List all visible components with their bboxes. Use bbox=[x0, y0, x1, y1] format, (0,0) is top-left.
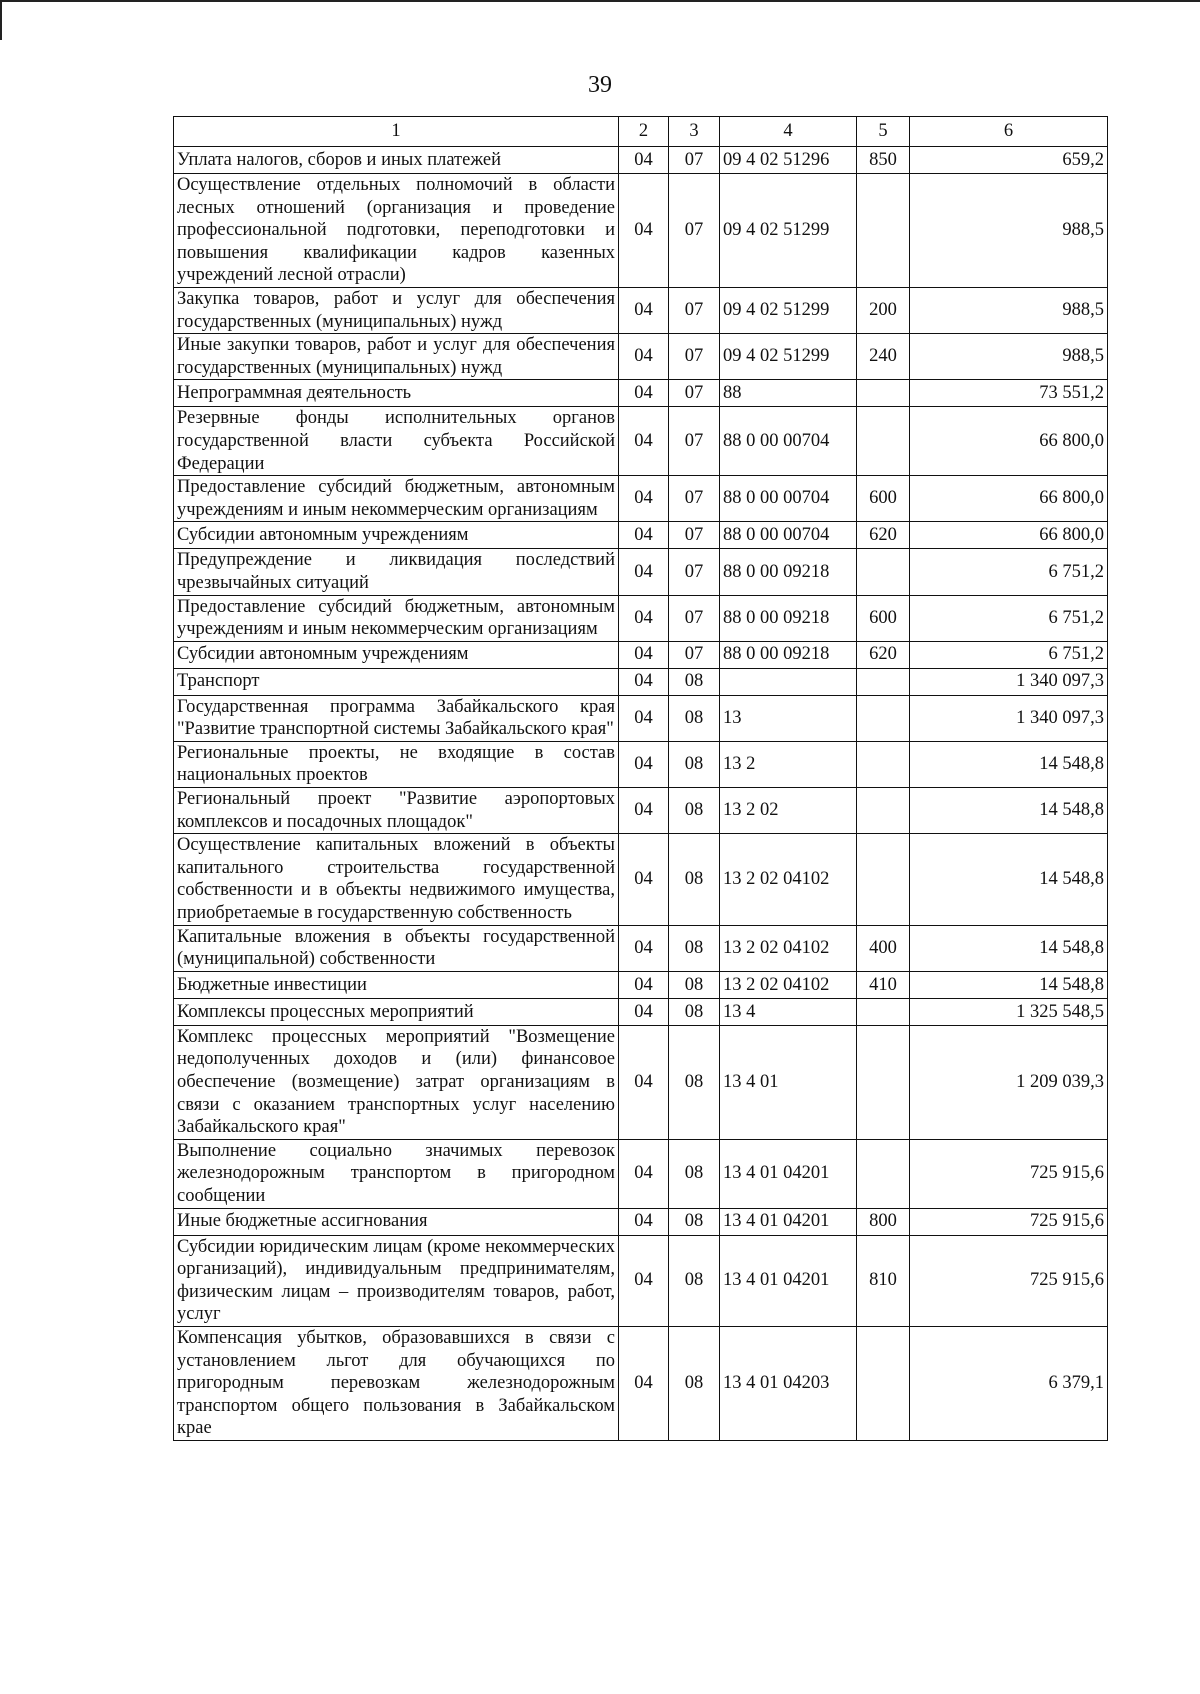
table-row bbox=[174, 998, 1108, 1025]
cell-col-5 bbox=[857, 1326, 910, 1440]
cell-col-6: 1 325 548,5 bbox=[910, 998, 1108, 1025]
cell-col-2: 04 bbox=[619, 1208, 669, 1235]
cell-col-2: 04 bbox=[619, 741, 669, 787]
cell-name: Субсидии автономным учреждениям bbox=[174, 641, 619, 668]
cell-col-3: 08 bbox=[669, 1208, 720, 1235]
cell-col-6: 725 915,6 bbox=[910, 1208, 1108, 1235]
cell-col-6: 725 915,6 bbox=[910, 1235, 1108, 1326]
cell-col-5: 620 bbox=[857, 522, 910, 549]
cell-name: Уплата налогов, сборов и иных платежей bbox=[174, 147, 619, 174]
cell-name: Бюджетные инвестиции bbox=[174, 971, 619, 998]
cell-col-4: 13 4 01 04203 bbox=[720, 1326, 857, 1440]
cell-col-5: 600 bbox=[857, 595, 910, 641]
cell-col-6: 14 548,8 bbox=[910, 834, 1108, 925]
cell-col-2: 04 bbox=[619, 1235, 669, 1326]
cell-col-2: 04 bbox=[619, 380, 669, 407]
cell-col-6: 725 915,6 bbox=[910, 1139, 1108, 1208]
cell-name: Предоставление субсидий бюджетным, автономным учреждениям и иным некоммерческим организациям bbox=[174, 476, 619, 522]
cell-col-2: 04 bbox=[619, 925, 669, 971]
cell-col-2: 04 bbox=[619, 1326, 669, 1440]
cell-col-2: 04 bbox=[619, 287, 669, 333]
cell-col-3: 07 bbox=[669, 476, 720, 522]
cell-col-5: 850 bbox=[857, 147, 910, 174]
table-row bbox=[174, 287, 1108, 333]
cell-name: Региональный проект "Развитие аэропортовых комплексов и посадочных площадок" bbox=[174, 788, 619, 834]
cell-col-5 bbox=[857, 834, 910, 925]
table-row bbox=[174, 407, 1108, 476]
cell-col-5: 410 bbox=[857, 971, 910, 998]
table-row bbox=[174, 1208, 1108, 1235]
header-col-4: 4 bbox=[720, 117, 857, 147]
header-col-1: 1 bbox=[174, 117, 619, 147]
cell-col-3: 07 bbox=[669, 287, 720, 333]
cell-col-3: 08 bbox=[669, 668, 720, 695]
cell-col-4: 88 0 00 00704 bbox=[720, 407, 857, 476]
cell-col-2: 04 bbox=[619, 174, 669, 288]
cell-name: Транспорт bbox=[174, 668, 619, 695]
cell-col-5 bbox=[857, 1139, 910, 1208]
cell-col-4: 13 4 bbox=[720, 998, 857, 1025]
table-row bbox=[174, 147, 1108, 174]
cell-col-4: 88 bbox=[720, 380, 857, 407]
cell-col-2: 04 bbox=[619, 998, 669, 1025]
cell-col-2: 04 bbox=[619, 595, 669, 641]
cell-col-3: 08 bbox=[669, 788, 720, 834]
cell-name: Комплексы процессных мероприятий bbox=[174, 998, 619, 1025]
cell-col-6: 66 800,0 bbox=[910, 522, 1108, 549]
cell-name: Закупка товаров, работ и услуг для обеспечения государственных (муниципальных) нужд bbox=[174, 287, 619, 333]
cell-col-2: 04 bbox=[619, 668, 669, 695]
cell-col-5 bbox=[857, 998, 910, 1025]
cell-col-6: 988,5 bbox=[910, 334, 1108, 380]
cell-col-5 bbox=[857, 741, 910, 787]
cell-col-4: 13 4 01 bbox=[720, 1025, 857, 1139]
cell-name: Комплекс процессных мероприятий "Возмещение недополученных доходов и (или) финансовое обеспечение (возмещение) затрат организациям в связи с оказанием транспортных услуг населению Забайкальского края" bbox=[174, 1025, 619, 1139]
table-row bbox=[174, 380, 1108, 407]
cell-col-4: 13 2 02 bbox=[720, 788, 857, 834]
table-row bbox=[174, 522, 1108, 549]
cell-col-2: 04 bbox=[619, 407, 669, 476]
cell-col-5: 600 bbox=[857, 476, 910, 522]
cell-col-4: 88 0 00 09218 bbox=[720, 641, 857, 668]
cell-col-3: 08 bbox=[669, 1025, 720, 1139]
cell-name: Региональные проекты, не входящие в состав национальных проектов bbox=[174, 741, 619, 787]
cell-col-6: 1 340 097,3 bbox=[910, 668, 1108, 695]
table-row bbox=[174, 174, 1108, 288]
cell-col-3: 08 bbox=[669, 695, 720, 741]
cell-col-2: 04 bbox=[619, 695, 669, 741]
cell-col-2: 04 bbox=[619, 1025, 669, 1139]
cell-col-4: 13 bbox=[720, 695, 857, 741]
table-row bbox=[174, 695, 1108, 741]
table-row bbox=[174, 925, 1108, 971]
cell-col-4: 88 0 00 00704 bbox=[720, 476, 857, 522]
cell-col-5 bbox=[857, 1025, 910, 1139]
table-row bbox=[174, 641, 1108, 668]
cell-col-6: 14 548,8 bbox=[910, 741, 1108, 787]
table-row bbox=[174, 1025, 1108, 1139]
cell-col-4: 88 0 00 09218 bbox=[720, 549, 857, 595]
cell-col-2: 04 bbox=[619, 788, 669, 834]
cell-col-3: 08 bbox=[669, 1235, 720, 1326]
cell-col-5: 810 bbox=[857, 1235, 910, 1326]
cell-col-3: 07 bbox=[669, 595, 720, 641]
cell-col-2: 04 bbox=[619, 1139, 669, 1208]
cell-col-2: 04 bbox=[619, 147, 669, 174]
cell-col-3: 07 bbox=[669, 174, 720, 288]
cell-name: Осуществление отдельных полномочий в области лесных отношений (организация и проведение профессиональной подготовки, переподготовки и повышения квалификации кадров казенных учреждений лесной отрасли) bbox=[174, 174, 619, 288]
cell-col-3: 07 bbox=[669, 641, 720, 668]
scan-left-edge bbox=[0, 0, 2, 40]
cell-col-3: 07 bbox=[669, 407, 720, 476]
cell-col-6: 988,5 bbox=[910, 287, 1108, 333]
cell-col-5: 400 bbox=[857, 925, 910, 971]
cell-col-4: 13 2 02 04102 bbox=[720, 925, 857, 971]
cell-name: Предоставление субсидий бюджетным, автономным учреждениям и иным некоммерческим организациям bbox=[174, 595, 619, 641]
cell-col-6: 73 551,2 bbox=[910, 380, 1108, 407]
cell-col-3: 07 bbox=[669, 147, 720, 174]
cell-col-5: 200 bbox=[857, 287, 910, 333]
cell-col-5 bbox=[857, 668, 910, 695]
cell-col-4: 13 2 02 04102 bbox=[720, 834, 857, 925]
cell-col-5: 240 bbox=[857, 334, 910, 380]
cell-col-2: 04 bbox=[619, 834, 669, 925]
cell-name: Непрограммная деятельность bbox=[174, 380, 619, 407]
table-row bbox=[174, 595, 1108, 641]
table-body bbox=[174, 147, 1108, 1441]
cell-col-2: 04 bbox=[619, 971, 669, 998]
cell-name: Государственная программа Забайкальского края "Развитие транспортной системы Забайкальского края" bbox=[174, 695, 619, 741]
cell-col-6: 6 751,2 bbox=[910, 595, 1108, 641]
cell-col-6: 14 548,8 bbox=[910, 925, 1108, 971]
table-row bbox=[174, 668, 1108, 695]
cell-name: Предупреждение и ликвидация последствий чрезвычайных ситуаций bbox=[174, 549, 619, 595]
header-col-2: 2 bbox=[619, 117, 669, 147]
cell-name: Иные закупки товаров, работ и услуг для обеспечения государственных (муниципальных) нужд bbox=[174, 334, 619, 380]
header-col-3: 3 bbox=[669, 117, 720, 147]
cell-col-4 bbox=[720, 668, 857, 695]
cell-col-6: 66 800,0 bbox=[910, 476, 1108, 522]
cell-name: Осуществление капитальных вложений в объекты капитального строительства государственной собственности и в объекты недвижимого имущества, приобретаемые в государственную собственность bbox=[174, 834, 619, 925]
cell-name: Иные бюджетные ассигнования bbox=[174, 1208, 619, 1235]
cell-col-5 bbox=[857, 380, 910, 407]
table-row bbox=[174, 834, 1108, 925]
table-row bbox=[174, 741, 1108, 787]
cell-col-4: 09 4 02 51296 bbox=[720, 147, 857, 174]
cell-col-6: 659,2 bbox=[910, 147, 1108, 174]
cell-col-3: 08 bbox=[669, 834, 720, 925]
cell-col-5 bbox=[857, 407, 910, 476]
table-row bbox=[174, 476, 1108, 522]
cell-col-6: 6 751,2 bbox=[910, 549, 1108, 595]
table-row bbox=[174, 1326, 1108, 1440]
cell-col-3: 08 bbox=[669, 741, 720, 787]
cell-col-2: 04 bbox=[619, 476, 669, 522]
cell-name: Резервные фонды исполнительных органов государственной власти субъекта Российской Федерации bbox=[174, 407, 619, 476]
cell-col-4: 13 4 01 04201 bbox=[720, 1139, 857, 1208]
cell-col-2: 04 bbox=[619, 641, 669, 668]
cell-col-6: 988,5 bbox=[910, 174, 1108, 288]
cell-name: Субсидии юридическим лицам (кроме некоммерческих организаций), индивидуальным предпринимателям, физическим лицам – производителям товаров, работ, услуг bbox=[174, 1235, 619, 1326]
cell-col-3: 08 bbox=[669, 998, 720, 1025]
table-row bbox=[174, 1235, 1108, 1326]
cell-name: Субсидии автономным учреждениям bbox=[174, 522, 619, 549]
cell-col-6: 6 379,1 bbox=[910, 1326, 1108, 1440]
cell-col-4: 09 4 02 51299 bbox=[720, 287, 857, 333]
cell-col-4: 13 2 bbox=[720, 741, 857, 787]
cell-name: Компенсация убытков, образовавшихся в связи с установлением льгот для обучающихся по пригородным перевозкам железнодорожным транспортом общего пользования в Забайкальском крае bbox=[174, 1326, 619, 1440]
cell-col-3: 07 bbox=[669, 522, 720, 549]
header-col-5: 5 bbox=[857, 117, 910, 147]
cell-col-2: 04 bbox=[619, 334, 669, 380]
cell-col-6: 14 548,8 bbox=[910, 788, 1108, 834]
table-header-row bbox=[174, 117, 1108, 147]
cell-col-4: 88 0 00 00704 bbox=[720, 522, 857, 549]
cell-col-4: 13 4 01 04201 bbox=[720, 1235, 857, 1326]
cell-col-3: 08 bbox=[669, 925, 720, 971]
cell-col-6: 14 548,8 bbox=[910, 971, 1108, 998]
cell-col-4: 09 4 02 51299 bbox=[720, 334, 857, 380]
scan-top-edge bbox=[0, 0, 1200, 2]
table-row bbox=[174, 549, 1108, 595]
cell-col-5 bbox=[857, 549, 910, 595]
cell-col-5 bbox=[857, 695, 910, 741]
cell-col-3: 08 bbox=[669, 971, 720, 998]
cell-col-6: 6 751,2 bbox=[910, 641, 1108, 668]
cell-col-6: 1 209 039,3 bbox=[910, 1025, 1108, 1139]
cell-col-4: 13 2 02 04102 bbox=[720, 971, 857, 998]
cell-col-5: 620 bbox=[857, 641, 910, 668]
cell-col-3: 07 bbox=[669, 380, 720, 407]
cell-col-3: 08 bbox=[669, 1326, 720, 1440]
cell-col-3: 08 bbox=[669, 1139, 720, 1208]
cell-col-6: 66 800,0 bbox=[910, 407, 1108, 476]
cell-col-5 bbox=[857, 788, 910, 834]
cell-col-2: 04 bbox=[619, 522, 669, 549]
table-row bbox=[174, 1139, 1108, 1208]
cell-col-6: 1 340 097,3 bbox=[910, 695, 1108, 741]
cell-col-4: 88 0 00 09218 bbox=[720, 595, 857, 641]
cell-col-3: 07 bbox=[669, 549, 720, 595]
header-col-6: 6 bbox=[910, 117, 1108, 147]
cell-name: Выполнение социально значимых перевозок железнодорожным транспортом в пригородном сообщении bbox=[174, 1139, 619, 1208]
budget-table bbox=[173, 116, 1108, 1441]
table-row bbox=[174, 334, 1108, 380]
page-number: 39 bbox=[588, 72, 612, 98]
cell-col-2: 04 bbox=[619, 549, 669, 595]
cell-col-4: 09 4 02 51299 bbox=[720, 174, 857, 288]
cell-name: Капитальные вложения в объекты государственной (муниципальной) собственности bbox=[174, 925, 619, 971]
cell-col-4: 13 4 01 04201 bbox=[720, 1208, 857, 1235]
cell-col-3: 07 bbox=[669, 334, 720, 380]
cell-col-5: 800 bbox=[857, 1208, 910, 1235]
table-row bbox=[174, 971, 1108, 998]
table-row bbox=[174, 788, 1108, 834]
cell-col-5 bbox=[857, 174, 910, 288]
